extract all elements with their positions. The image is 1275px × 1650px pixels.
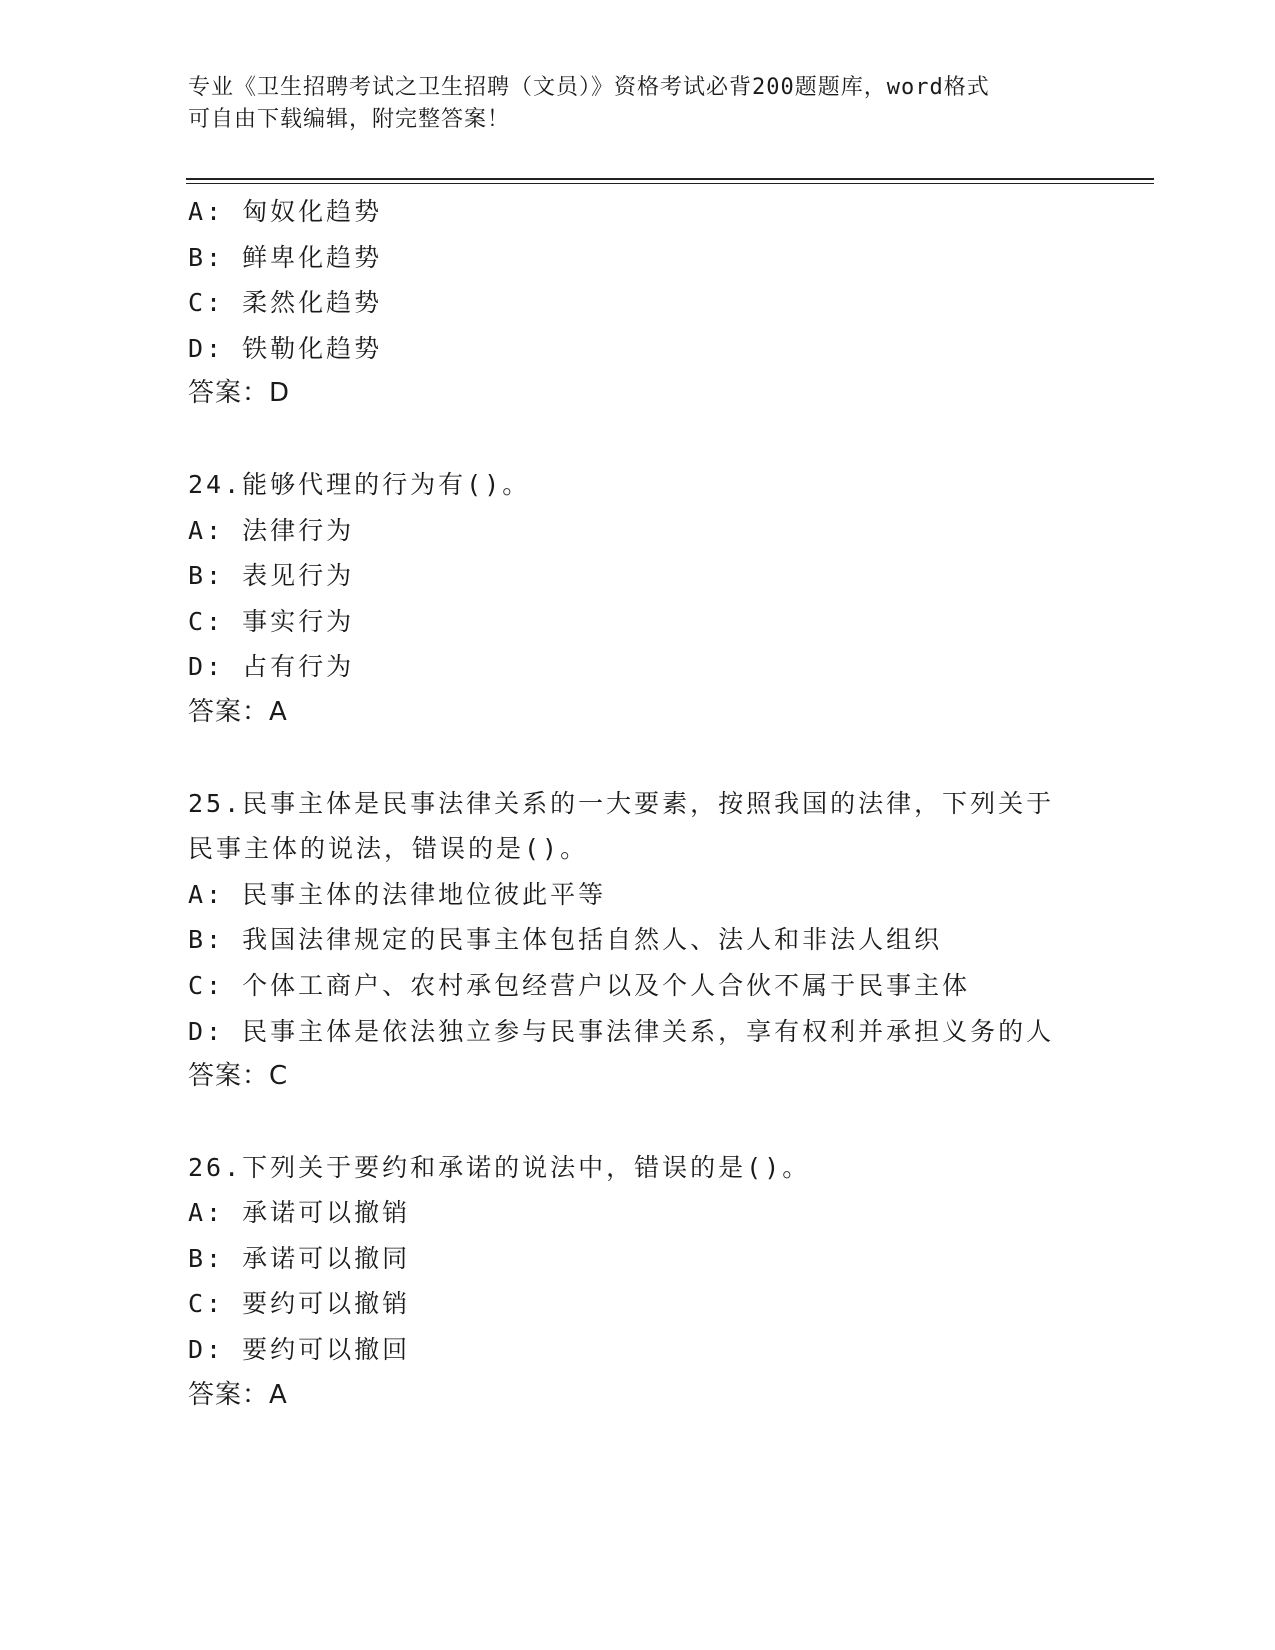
question-stem: 26.下列关于要约和承诺的说法中，错误的是()。 xyxy=(188,1152,811,1182)
question-stem-line-2: 民事主体的说法，错误的是()。 xyxy=(188,834,589,864)
option-c: C: 个体工商户、农村承包经营户以及个人合伙不属于民事主体 xyxy=(188,970,971,1000)
option-b: B: 我国法律规定的民事主体包括自然人、法人和非法人组织 xyxy=(188,925,943,955)
header-title-line-2: 可自由下载编辑，附完整答案！ xyxy=(188,107,511,132)
question-26 xyxy=(188,1145,1088,1419)
answer: 答案：C xyxy=(188,1061,289,1092)
question-24 xyxy=(188,462,1088,736)
question-list xyxy=(188,189,1088,1418)
option-a: A: 匈奴化趋势 xyxy=(188,197,383,226)
option-d: D: 要约可以撤回 xyxy=(188,1335,411,1365)
option-b: B: 承诺可以撤同 xyxy=(188,1243,411,1273)
question-25 xyxy=(188,781,1088,1100)
header-divider xyxy=(186,178,1154,184)
option-b: B: 表见行为 xyxy=(188,561,355,591)
option-b: B: 鲜卑化趋势 xyxy=(188,242,383,272)
option-c: C: 柔然化趋势 xyxy=(188,288,383,318)
answer: 答案：A xyxy=(188,696,288,727)
option-a: A: 承诺可以撤销 xyxy=(188,1198,411,1228)
answer: 答案：D xyxy=(188,378,291,409)
option-a: A: 民事主体的法律地位彼此平等 xyxy=(188,879,607,909)
option-c: C: 事实行为 xyxy=(188,606,355,636)
header-title-line-1: 专业《卫生招聘考试之卫生招聘（文员）》资格考试必背200题题库，word格式 xyxy=(188,75,990,100)
option-c: C: 要约可以撤销 xyxy=(188,1289,411,1319)
answer: 答案：A xyxy=(188,1379,288,1410)
option-a: A: 法律行为 xyxy=(188,515,355,545)
option-d: D: 铁勒化趋势 xyxy=(188,333,383,363)
option-d: D: 民事主体是依法独立参与民事法律关系，享有权利并承担义务的人 xyxy=(188,1016,1055,1046)
question-stem-line-1: 25.民事主体是民事法律关系的一大要素，按照我国的法律，下列关于 xyxy=(188,788,1055,818)
document-header xyxy=(188,72,1068,136)
question-stem: 24.能够代理的行为有()。 xyxy=(188,469,531,499)
option-d: D: 占有行为 xyxy=(188,652,355,682)
question-23 xyxy=(188,189,1088,417)
